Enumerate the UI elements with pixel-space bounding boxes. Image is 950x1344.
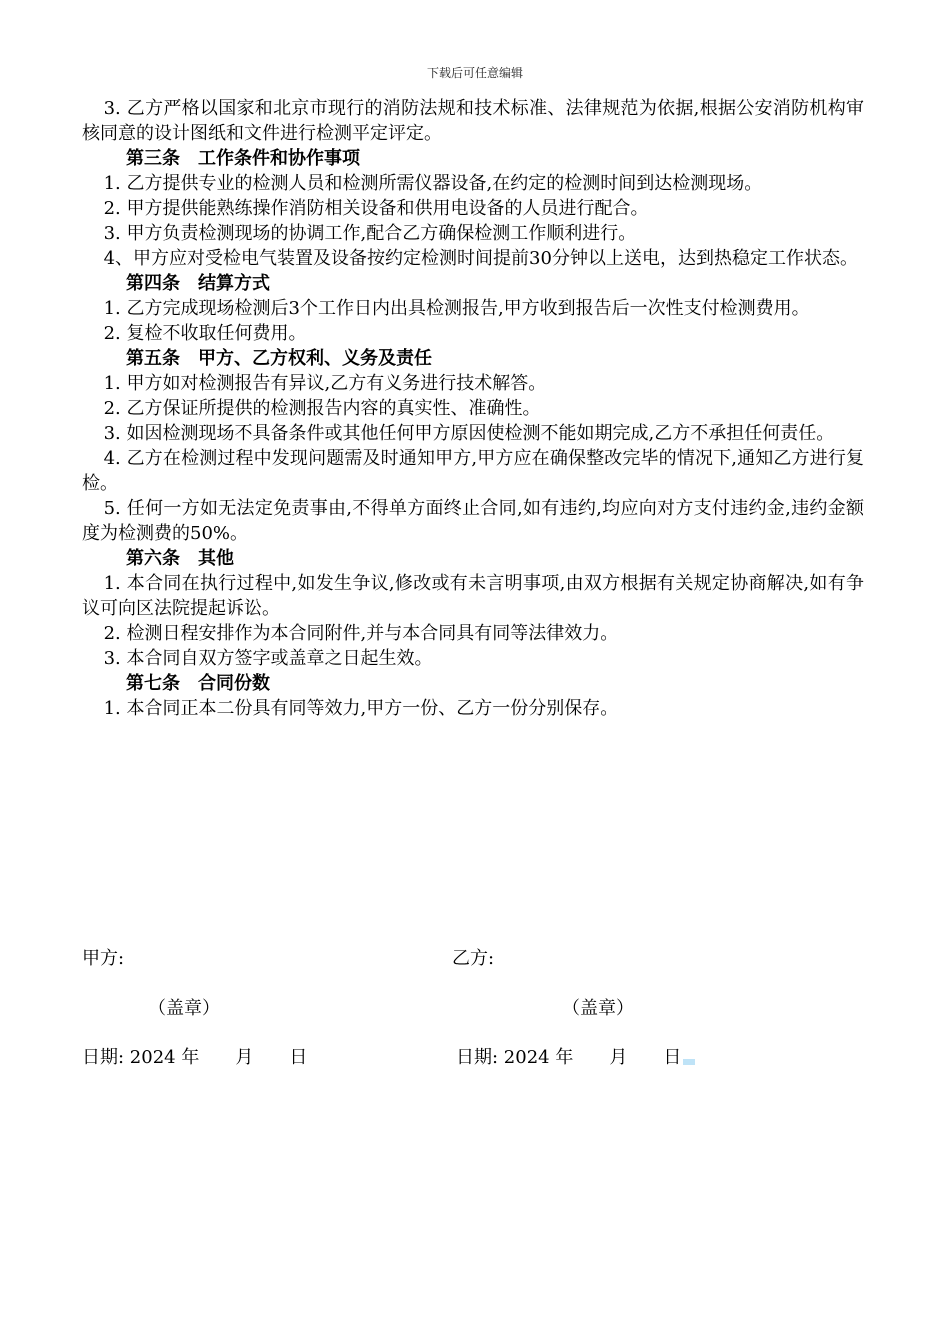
article-heading: 第三条 工作条件和协作事项 xyxy=(126,148,360,169)
party-b-date-wrap xyxy=(456,1045,695,1070)
clause-paragraph: 3. 甲方负责检测现场的协调工作,配合乙方确保检测工作顺利进行。 xyxy=(103,223,637,244)
clause-paragraph: 3. 如因检测现场不具备条件或其他任何甲方原因使检测不能如期完成,乙方不承担任何责任。 xyxy=(103,423,835,444)
clause-paragraph: 5. 任何一方如无法定免责事由,不得单方面终止合同,如有违约,均应向对方支付违约金,违约金额度为检测费的50%。 xyxy=(82,498,864,544)
clause-paragraph: 1. 本合同正本二份具有同等效力,甲方一份、乙方一份分别保存。 xyxy=(103,698,619,719)
page-header: 下载后可任意编辑 xyxy=(426,66,523,80)
clause-paragraph: 1. 甲方如对检测报告有异议,乙方有义务进行技术解答。 xyxy=(103,373,547,394)
article-heading: 第七条 合同份数 xyxy=(126,673,270,694)
clause-paragraph: 2. 乙方保证所提供的检测报告内容的真实性、准确性。 xyxy=(103,398,541,419)
text-cursor-mark xyxy=(683,1059,695,1065)
clause-paragraph: 2. 复检不收取任何费用。 xyxy=(103,323,307,344)
article-heading: 第六条 其他 xyxy=(126,548,234,569)
clause-paragraph: 3. 乙方严格以国家和北京市现行的消防法规和技术标准、法律规范为依据,根据公安消防机构审核同意的设计图纸和文件进行检测平定评定。 xyxy=(82,98,864,144)
clause-paragraph: 1. 本合同在执行过程中,如发生争议,修改或有未言明事项,由双方根据有关规定协商解决,如有争议可向区法院提起诉讼。 xyxy=(82,573,864,619)
party-b-seal: （盖章） xyxy=(562,998,634,1019)
clause-paragraph: 4、甲方应对受检电气装置及设备按约定检测时间提前30分钟以上送电，达到热稳定工作状态。 xyxy=(103,248,858,269)
party-b-label: 乙方: xyxy=(452,948,495,969)
article-heading: 第四条 结算方式 xyxy=(126,273,270,294)
article-heading: 第五条 甲方、乙方权利、义务及责任 xyxy=(126,348,432,369)
contract-body xyxy=(82,96,864,721)
party-a-date: 日期: 2024 年 月 日 xyxy=(82,1047,308,1068)
clause-paragraph: 1. 乙方提供专业的检测人员和检测所需仪器设备,在约定的检测时间到达检测现场。 xyxy=(103,173,763,194)
party-a-seal: （盖章） xyxy=(148,998,220,1019)
clause-paragraph: 2. 检测日程安排作为本合同附件,并与本合同具有同等法律效力。 xyxy=(103,623,619,644)
party-a-label: 甲方: xyxy=(82,948,125,969)
clause-paragraph: 4. 乙方在检测过程中发现问题需及时通知甲方,甲方应在确保整改完毕的情况下,通知乙方进行复检。 xyxy=(82,448,864,494)
clause-paragraph: 1. 乙方完成现场检测后3个工作日内出具检测报告,甲方收到报告后一次性支付检测费用。 xyxy=(103,298,810,319)
clause-paragraph: 3. 本合同自双方签字或盖章之日起生效。 xyxy=(103,648,433,669)
party-b-date: 日期: 2024 年 月 日 xyxy=(456,1047,682,1068)
clause-paragraph: 2. 甲方提供能熟练操作消防相关设备和供用电设备的人员进行配合。 xyxy=(103,198,649,219)
